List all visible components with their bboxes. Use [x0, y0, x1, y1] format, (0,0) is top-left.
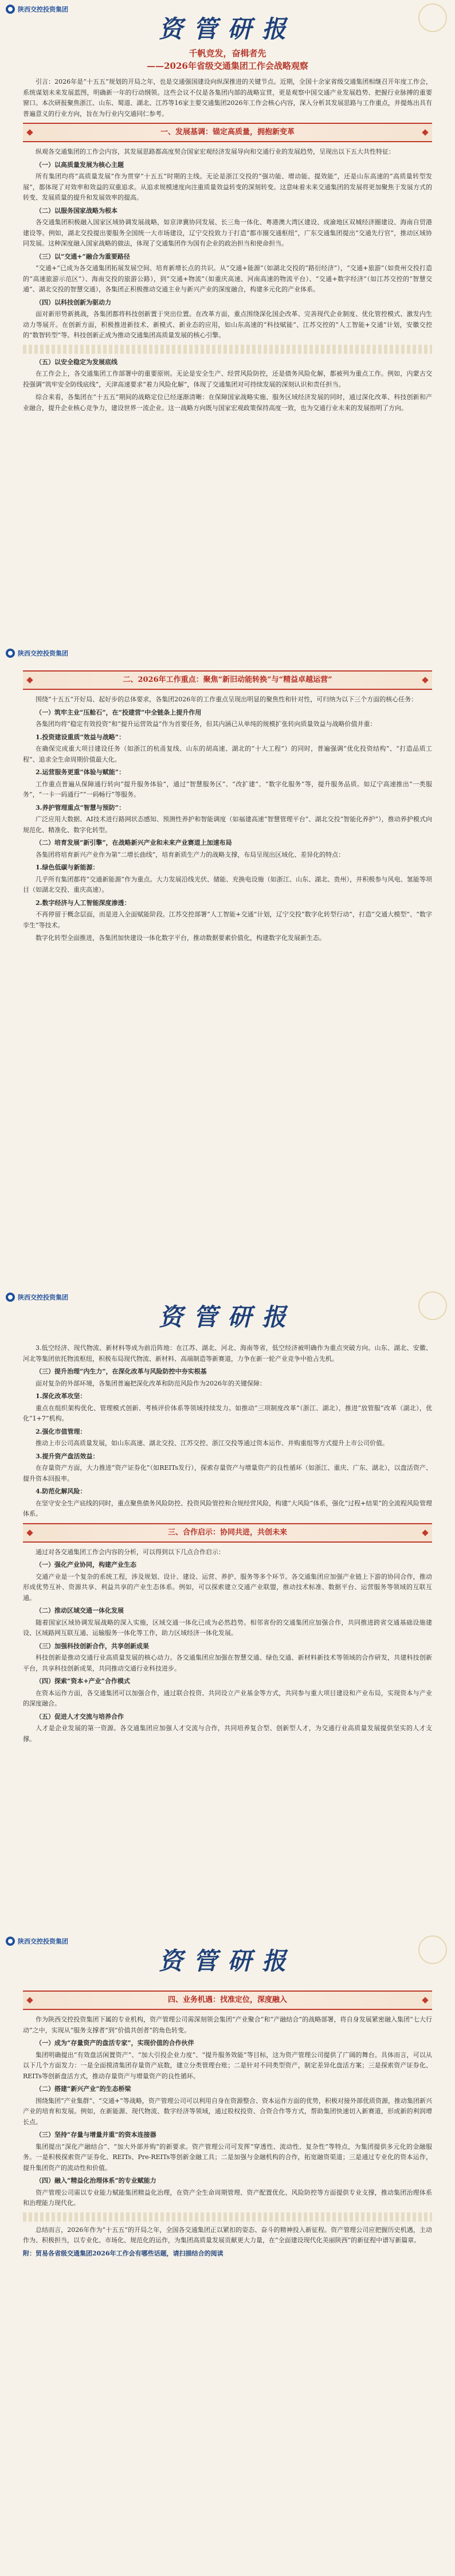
- paragraph: 人才是企业发展的第一资源。各交通集团应加强人才交流与合作，共同培养复合型、创新型人才，为交通行业高质量发展提供坚实的人才支撑。: [23, 1724, 432, 1743]
- masthead: [0, 1298, 455, 1333]
- paragraph: 不再停留于概念层面，而是进入全面赋能阶段。江苏交控部署“人工智能+交通”计划，辽宁交投“数字化转型行动”，打造“交通大模型”、“数字孪生”等技术。: [23, 911, 432, 929]
- paragraph: 数字化转型全面推进，各集团加快建设一体化数字平台，推动数据要素价值化，构建数字化发展新生态。: [36, 934, 325, 942]
- section-4-heading: 四、业务机遇：找准定位，深度融入: [23, 1990, 432, 2010]
- org-logo-text: 陕西交控投资集团: [18, 1938, 68, 1945]
- decorative-stripe: [23, 2212, 432, 2222]
- diamond-icon: [26, 677, 33, 683]
- magazine-title: 资管研报: [158, 1303, 296, 1331]
- page-4: [0, 1932, 455, 2576]
- paragraph: “交通+”已成为各交通集团拓展发展空间、培育新增长点的共识。从“交通+能源”（如湖北交投的“路衍经济”），“交通+旅游”（如贵州交投打造的“高速旅游示范区”）、海南交投的旅游公路），到“交通+物流”（如重庆高速、河南高速的物流平台）、“交通+数字经济”（如江苏交控的“智慧交通”、湖北交投的智慧交通），各集团正积极推动交通主业与新兴产业的深度融合，构建多元化的产业体系。: [23, 264, 432, 293]
- sub-heading: 4.防范化解风险：: [36, 1488, 87, 1495]
- diamond-icon: [422, 1529, 428, 1536]
- paragraph: 科技创新是推动交通行业高质量发展的核心动力。各交通集团应加强在智慧交通、绿色交通、新材料新技术等领域的合作研发，共建科技创新平台，共享科技创新成果，共同推动交通行业科技进步。: [23, 1654, 432, 1672]
- paragraph: 围绕“十五五”开好局、起好步的总体要求，各集团2026年的工作重点呈现出明显的聚焦性和针对性，可归纳为以下三个方面的核心任务：: [36, 696, 418, 703]
- paragraph: 集团提出“深化产融结合”、“加大外部并购”的新要求。资产管理公司可发挥“穿透性、流动性、复杂性”等特点，为集团提供多元化的金融服务。一是积极探索资产证券化、REITs、Pre-REITs等创新金融工具；二是加强与金融机构的合作，拓宽融资渠道；三是通过专业化的资本运作，提升集团资产的流动性和价值。: [23, 2142, 432, 2172]
- sub-heading: （三）加强科技创新合作，共享创新成果: [36, 1642, 149, 1650]
- paragraph: 重点在组织架构优化、管理模式创新、考核评价体系等领域持续发力。如推动“三项制度改革”（浙江、湖北），推进“放管服”改革（湖北），优化“1+7”机构。: [23, 1404, 432, 1422]
- org-logo-text: 陕西交控投资集团: [18, 650, 68, 657]
- paragraph: 工作重点普遍从保障通行转向“提升服务体验”，通过“智慧服务区”、“改扩建”、“数字化服务”等，提升服务品质。如辽宁高速推出“一类服务”，“一卡一码通行”“一码畅行”等服务。: [23, 780, 432, 798]
- sub-heading: 2.运营服务更重“体验与赋能”：: [36, 768, 125, 776]
- paragraph: 通过对各交通集团工作会内容的分析，可以得到以下几点合作启示：: [36, 1548, 225, 1556]
- paragraph: 资产管理公司需以专业能力赋能集团精益化治理，在资产全生命周期管理、资产配置优化、风险防控等方面提供专业支撑，推动集团治理体系和治理能力现代化。: [23, 2188, 432, 2207]
- diamond-icon: [422, 677, 428, 683]
- page-2: [0, 644, 455, 1288]
- subtitle-line-1: 千帆竞发，奋楫者先: [189, 48, 266, 58]
- paragraph: 3.低空经济、现代物流、新材料等成为前沿阵地：在江苏、湖北、河北、海南等省，低空经济被明确作为重点突破方向。山东、湖北、安徽、河北等集团依托物流枢纽，积极布局现代物流、新材料、高端制造等新赛道，力争在新一轮产业竞争中抢占先机。: [23, 1344, 432, 1363]
- sub-heading: （一）以高质量发展为核心主题: [36, 161, 124, 169]
- diamond-icon: [422, 129, 428, 135]
- page-2-content: [23, 667, 432, 946]
- sub-heading: （四）以科技创新为驱动力: [36, 298, 111, 306]
- sub-heading: （三）以“交通+”融合为重要路径: [36, 252, 130, 260]
- subtitle-line-2: ——2026年省级交通集团工作会战略观察: [147, 61, 308, 71]
- sub-heading: 3.养护管理重点“智慧与预防”：: [36, 803, 125, 811]
- magazine-title: 资管研报: [158, 1947, 296, 1975]
- magazine-title: 资管研报: [158, 15, 296, 43]
- paragraph: 各集团将培育新兴产业作为第“二增长曲线”，培育新质生产力的战略支撑，布局呈现出区域化、差异化的特点：: [36, 850, 345, 858]
- paragraph: 纵观各交通集团的工作会内容，其发展思路都高度契合国家宏观经济发展导向和交通行业的发展趋势，呈现出以下五大共性特征：: [36, 148, 395, 155]
- subtitle: [0, 47, 455, 72]
- masthead: [0, 10, 455, 45]
- paragraph: 在坚守安全生产底线的同时，重点聚焦债务风险防控、投资风险管控和合规经营风险，构建“大风险”体系，强化“过程+结果”的全流程风险管理体系。: [23, 1499, 432, 1517]
- sub-heading: 1.投资建设重质“效益与战略”：: [36, 733, 125, 741]
- intro-paragraph: 引言：2026年是“十五五”规划的开局之年，也是交通强国建设向纵深推进的关键节点。近期，全国十余家省级交通集团相继召开年度工作会，系统谋划未来发展蓝图，明确新一年的行动纲领。这些会议不仅是各集团内部的战略宣贯，更是观察中国交通产业发展趋势、把握行业脉搏的重要窗口。本次研报聚焦浙江、山东、蜀道、湖北、江苏等16家主要交通集团2026年工作会核心内容，深入分析其发展思路与工作重点，并提炼出具有普遍意义的行业方向，旨在为行业内交通同仁参考。: [23, 78, 432, 118]
- sub-heading: 2.数字经济与人工智能深度渗透：: [36, 899, 131, 907]
- section-1-heading: 一、发展基调：锚定高质量，拥抱新变革: [23, 123, 432, 142]
- paragraph: 围绕集团“产业集群”、“交通+”等战略，资产管理公司可以利用自身在资源整合、资本运作方面的优势，积极对接外部优质资源，推动集团新兴产业的培育和发展。例如，在新能源、现代物流、数字经济等领域，通过股权投资、合资合作等方式，帮助集团快速切入新赛道，形成新的利润增长点。: [23, 2097, 432, 2126]
- paragraph: 推动上市公司高质量发展，如山东高速、湖北交投、江苏交控、浙江交投等通过资本运作、并购重组等方式提升上市公司价值。: [36, 1439, 389, 1447]
- paragraph: 几乎所有集团都将“交通新能源”作为重点。大力发展沿线光伏、储能、充换电设施（如浙江、山东、湖北、贵州），并积极参与风电、氢能等项目（如湖北交投、重庆高速）。: [23, 875, 432, 893]
- footer-link-note[interactable]: 附：贸易各省级交通集团2026年工作会有哪些话题，请扫描结合的阅读: [23, 2249, 223, 2257]
- section-3-heading: 三、合作启示：协同共进，共创未来: [23, 1523, 432, 1543]
- sub-heading: 1.深化改革攻坚：: [36, 1392, 87, 1400]
- sub-heading: 1.绿色低碳与新能源：: [36, 864, 99, 871]
- sub-heading: （二）搭建“新兴产业”的生态桥梁: [36, 2085, 131, 2093]
- sub-heading: （五）以安全稳定为发展底线: [36, 358, 117, 366]
- page-1-content: [23, 77, 432, 416]
- decorative-stripe: [23, 345, 432, 354]
- paragraph: 广泛应用大数据、AI技术进行路网状态感知、预测性养护和智能调度（如福建高速“智慧管理平台”、湖北交投“智能化养护”），推动养护模式向规范化、精准化、数字化转型。: [23, 815, 432, 834]
- sub-heading: 3.提升资产盘活效益：: [36, 1452, 99, 1460]
- logo-mark-icon: [6, 649, 15, 658]
- paragraph: 综合来看，各集团在“十五五”期间的战略定位已经逐渐清晰：在保障国家战略实施、服务区域经济发展的同时，通过深化改革、科技创新和产业融合，提升企业核心竞争力，建设世界一流企业。这一战略方向既与国家宏观政策保持高度一致，也为交通行业未来的发展指明了方向。: [23, 393, 432, 412]
- diamond-icon: [422, 1997, 428, 2003]
- org-logo-text: 陕西交控投资集团: [18, 6, 68, 13]
- paragraph: 集团明确提出“有效盘活闲置资产”、“加大引投企业力度”、“提升服务效能”等目标，这为资产管理公司提供了广阔的舞台。具体而言，可以从以下几个方面发力：一是全面摸清集团存量资产底数，建立分类管理台账；二是针对不同类型资产，制定差异化盘活方案；三是探索资产证券化、REITs等创新盘活方式，推动存量资产与增量资产的良性循环。: [23, 2051, 432, 2080]
- sub-heading: （五）促进人才交流与培养合作: [36, 1712, 124, 1720]
- sub-heading: （三）坚持“存量与增量并重”的资本连接器: [36, 2131, 156, 2138]
- diamond-icon: [26, 129, 33, 135]
- paragraph: 面对新形势新挑战，各集团都将科技创新置于突出位置。在改革方面，重点围绕深化国企改革、完善现代企业制度、优化管控模式、激发内生动力等展开。在创新方面，积极推进新技术、新模式、新业态的应用，如山东高速的“科技赋能”、江苏交控的“人工智能+交通”计划，安徽交控的“数智转型”等。科技创新正成为推动交通集团高质量发展的核心引擎。: [23, 310, 432, 339]
- paragraph: 各交通集团积极融入国家区域协调发展战略，如京津冀协同发展、长三角一体化、粤港澳大湾区建设、成渝地区双城经济圈建设、海南自贸港建设等。例如，湖北交投提出要服务全国统一大市场建设，辽宁交投致力于打造“都市圈交通枢纽”，广东交通集团提出“交通先行官”，推动区域协同发展。这种深度融入国家战略的做法，体现了交通集团作为国有企业的政治担当和使命担当。: [23, 218, 432, 247]
- sub-heading: （一）强化产业协同，构建产业生态: [36, 1561, 136, 1568]
- paragraph: 面对复杂的外部环境，各集团普遍把深化改革和防范风险作为2026年的关键保障：: [36, 1379, 266, 1387]
- org-logo: [6, 649, 68, 658]
- sub-heading: （一）成为“存量资产的盘活专家”，实现价值的合作伙伴: [36, 2039, 194, 2047]
- paragraph: 随着国家区域协调发展战略的深入实施，区域交通一体化已成为必然趋势。相邻省份的交通集团应加强合作，共同推进跨省交通基础设施建设、区域路网互联互通、运输服务一体化等工作，助力区域经济一体化发展。: [23, 1618, 432, 1637]
- diamond-icon: [26, 1529, 33, 1536]
- sub-heading: （二）推动区域交通一体化发展: [36, 1607, 124, 1614]
- paragraph: 在资本运作方面，各交通集团可以加强合作，通过联合投资、共同设立产业基金等方式，共同参与重大项目建设和产业布局，实现资本与产业的深度融合。: [23, 1689, 432, 1707]
- paragraph: 交通产业是一个复杂的系统工程，涉及规划、设计、建设、运营、养护、服务等多个环节。各交通集团应加强产业链上下游的协同合作，推动形成优势互补、资源共享、利益共享的产业生态体系。例如，可以探索建立交通产业联盟，推动技术标准、数据平台、运营服务等领域的互联互通。: [23, 1572, 432, 1602]
- paragraph: 各集团均将“稳定有效投资”和“提升运营效益”作为首要任务，但其内涵已从单纯的规模扩张转向质量效益与战略价值并重：: [36, 720, 376, 728]
- paragraph: 在存量资产方面，大力推进“资产证券化”（如REITs发行），探索存量资产与增量资产的良性循环（如浙江、重庆、广东、湖北），以盘活资产、提升资本回报率。: [23, 1464, 432, 1482]
- masthead: [0, 1942, 455, 1977]
- org-logo-text: 陕西交控投资集团: [18, 1294, 68, 1301]
- sub-heading: （四）探索“资本+产业”合作模式: [36, 1677, 130, 1685]
- sub-heading: 2.强化市值管理：: [36, 1427, 87, 1435]
- sub-heading: （一）筑牢主业“压舱石”，在“投建营”中全链条上提升作用: [36, 708, 202, 716]
- paragraph: 在工作会上，各交通集团工作部署中的重要原则。无论是安全生产、经营风险防控，还是债务风险化解，都被列为重点工作。例如，内蒙古交投强调“筑牢安全防线底线”，天津高速要求“着力风险化解”，体现了交通集团对可持续发展的深刻认识和责任担当。: [23, 370, 432, 388]
- diamond-icon: [26, 1997, 33, 2003]
- paragraph: 在确保完成重大项目建设任务（如浙江的杭甬复线、山东的胡高速、湖北的“十大工程”）的同时，普遍强调“优化投资结构”、“打造品质工程”、追求全生命周期价值最大化。: [23, 745, 432, 763]
- page-1: [0, 0, 455, 644]
- page-4-content: [23, 1987, 432, 2259]
- section-2-heading: 二、2026年工作重点：聚焦“新旧动能转换”与“精益卓越运营”: [23, 670, 432, 690]
- sub-heading: （四）融入“精益化治理体系”的专业赋能力: [36, 2177, 156, 2184]
- paragraph: 总结而言，2026年作为“十五五”的开局之年，全国各交通集团正以紧扣的姿态、奋斗的精神投入新征程。资产管理公司应把握历史机遇，主动作为、积极担当，以专业化、市场化、规范化的运作，为集团高质量发展贡献更大力量，在“全面建设现代化美丽陕西”的新征程中谱写新篇章。: [23, 2226, 432, 2244]
- paragraph: 作为陕西交控投资集团下属的专业机构，资产管理公司需深刻领会集团“产业聚合”和“产融结合”的战略部署，将自身发展紧密融入集团“七大行动”之中，实现从“服务支撑者”到“价值共创者”的角色转变。: [23, 2016, 432, 2034]
- page-3-content: [23, 1343, 432, 1747]
- page-3: [0, 1288, 455, 1932]
- sub-heading: （三）提升治理“内生力”，在深化改革与风险防控中夯实根基: [36, 1368, 207, 1375]
- paragraph: 所有集团均将“高质量发展”作为贯穿“十五五”时期的主线。无论是浙江交投的“强功能、增动能、提效能”，还是山东高速的“高质量转型发展”，都体现了对效率和效益的双重追求。从追求规模速度向注重质量效益转变的深刻转变。这意味着未来交通集团的发展将更加聚焦于发展方式的转变、发展质量的提升和发展效率的提高。: [23, 173, 432, 201]
- sub-heading: （二）以服务国家战略为根本: [36, 206, 117, 214]
- sub-heading: （二）培育发展“新引擎”，在战略新兴产业和未来产业赛道上加速布局: [36, 839, 232, 846]
